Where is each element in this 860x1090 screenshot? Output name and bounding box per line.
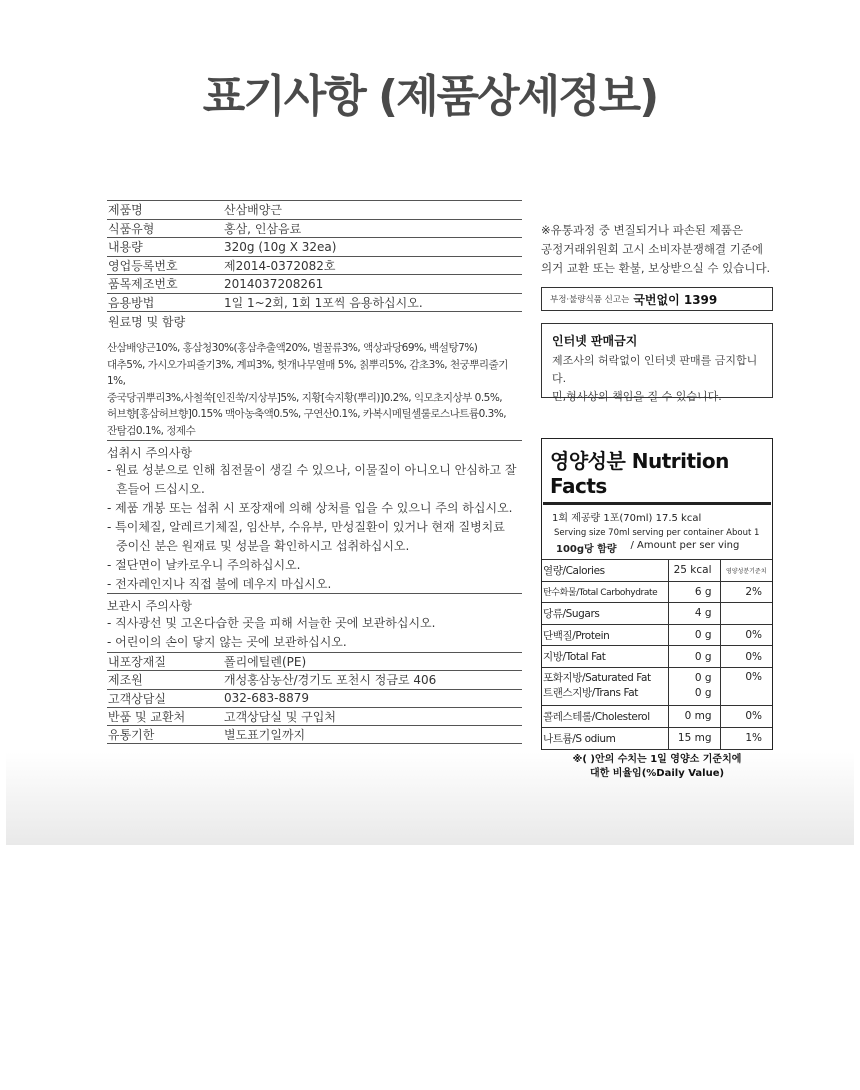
nutrient-name: 포화지방/Saturated Fat <box>543 672 651 685</box>
online-ban-line: 민,형사상의 책임을 질 수 있습니다. <box>552 390 722 403</box>
nutrient-name: 콜레스테롤/Cholesterol <box>542 705 668 727</box>
info-row-manufacturer <box>107 671 522 689</box>
nutrient-amount: 15 mg <box>668 727 720 749</box>
section-title: 보관시 주의사항 <box>107 599 192 613</box>
nutrient-daily-value: 0% <box>720 624 772 646</box>
nutrient-name: 나트륨/S odium <box>542 727 668 749</box>
info-value: 개성홍삼농산/경기도 포천시 정금로 406 <box>224 673 437 688</box>
nutrient-amount: 0 g <box>668 646 720 668</box>
ingredient-line: 허브향[홍삼허브향]0.15% 맥아농축액0.5%, 구연산0.1%, 카복시메틸셀룰로스나트륨0.3%, <box>107 408 507 421</box>
info-value: 320g (10g X 32ea) <box>224 239 337 254</box>
info-row-business-number <box>107 257 522 276</box>
report-number: 국번없이 1399 <box>633 292 718 307</box>
info-row-usage <box>107 294 522 313</box>
nutrient-name: 당류/Sugars <box>542 603 668 625</box>
info-value: 산삼배양근 <box>224 203 282 218</box>
nutrition-title: 영양성분 Nutrition Facts <box>550 449 729 498</box>
nutrient-amount: 0 g <box>668 624 720 646</box>
storage-line: - 어린이의 손이 닿지 않는 곳에 보관하십시오. <box>107 635 347 649</box>
nutrition-row <box>542 727 772 749</box>
product-info-table <box>107 200 522 331</box>
nutrient-daily-value <box>720 603 772 625</box>
nutrition-row-fats <box>542 667 772 705</box>
nutrient-name: 열량/Calories <box>542 560 668 582</box>
intake-caution-section <box>107 440 522 594</box>
info-value: 제2014-0372082호 <box>224 258 336 273</box>
info-label: 유통기한 <box>108 728 155 743</box>
info-value: 별도표기일까지 <box>224 728 306 743</box>
info-row-item-number <box>107 275 522 294</box>
nutrient-daily-value: 0% <box>720 705 772 727</box>
section-title: 섭취시 주의사항 <box>107 446 192 460</box>
nutrient-daily-value: 0% <box>720 667 772 705</box>
info-value: 032-683-8879 <box>224 691 310 706</box>
info-label: 제조원 <box>108 673 143 688</box>
online-sale-ban-box <box>541 323 773 403</box>
caution-line: 흔들어 드십시오. <box>116 482 205 496</box>
nutrition-facts-panel <box>541 438 773 780</box>
info-value: 고객상담실 및 구입처 <box>224 710 336 725</box>
caution-line: - 특이체질, 알레르기체질, 임산부, 수유부, 만성질환이 있거나 현재 질병치료 <box>107 520 505 534</box>
nutrient-name: 단백질/Protein <box>542 624 668 646</box>
info-row-product-name <box>107 201 522 220</box>
nutrition-row <box>542 646 772 668</box>
info-label: 음용방법 <box>108 295 155 310</box>
info-row-ingredients-heading <box>107 312 522 331</box>
exchange-notice <box>541 221 781 278</box>
info-label: 영업등록번호 <box>108 258 178 273</box>
nutrient-amount-stack <box>668 667 720 705</box>
info-label: 원료명 및 함량 <box>108 314 186 329</box>
report-hotline-box <box>541 287 773 311</box>
caution-line: - 전자레인지나 직접 불에 데우지 마십시오. <box>107 577 332 591</box>
amount-per-serving-label: / Amount per ser ving <box>630 540 740 551</box>
nutrient-amount: 6 g <box>668 581 720 603</box>
ingredients-list <box>107 340 522 440</box>
ingredient-line: 산삼배양근10%, 홍삼청30%(홍삼추출액20%, 벌꿀류3%, 액상과당69%, 백설탕7%) <box>107 342 478 354</box>
notice-line: ※유통과정 중 변질되거나 파손된 제품은 <box>541 223 743 237</box>
nutrient-amount: 25 kcal <box>668 560 720 582</box>
footnote-line: ※( )안의 수치는 1일 영양소 기준치에 <box>572 753 742 765</box>
nutrient-name-stack <box>542 667 668 705</box>
info-row-expiry <box>107 726 522 744</box>
serving-line: 1회 제공량 1포(70ml) 17.5 kcal <box>552 513 702 524</box>
serving-per-100g <box>542 538 772 559</box>
caution-line: - 절단면이 날카로우니 주의하십시오. <box>107 558 301 572</box>
nutrient-amount: 0 g <box>694 687 712 700</box>
info-label: 내용량 <box>108 240 143 255</box>
nutrient-amount: 0 g <box>694 672 712 685</box>
info-row-content <box>107 238 522 257</box>
nutrient-name: 트랜스지방/Trans Fat <box>543 687 638 700</box>
info-row-returns <box>107 708 522 726</box>
ingredient-line: 대추5%, 가시오가피줄기3%, 계피3%, 헛개나무열매 5%, 칡뿌리5%, 감초3%, 천궁뿌리줄기1%, <box>107 358 508 388</box>
info-value: 홍삼, 인삼음료 <box>224 221 302 236</box>
per-100g-label: 100g당 함량 <box>556 544 617 555</box>
ingredient-line: 중국당귀뿌리3%,사철쑥[인진쑥/지상부]5%, 지황[숙지황(뿌리)]0.2%, 익모초지상부 0.5%, <box>107 391 503 404</box>
nutrition-row <box>542 624 772 646</box>
info-label: 고객상담실 <box>108 691 166 706</box>
info-row-food-type <box>107 220 522 239</box>
caution-line: - 제품 개봉 또는 섭취 시 포장재에 의해 상처를 입을 수 있으니 주의 하십시오. <box>107 501 513 515</box>
ingredient-line: 잔탐검0.1%, 정제수 <box>107 424 196 437</box>
daily-value-header: 영양성분기준치 <box>720 560 772 582</box>
caution-line: 중이신 분은 원재료 및 성분을 확인하시고 섭취하십시오. <box>116 539 410 553</box>
nutrition-table <box>542 559 772 749</box>
storage-line: - 직사광선 및 고온다습한 곳을 피해 서늘한 곳에 보관하십시오. <box>107 616 436 630</box>
info-label: 품목제조번호 <box>108 277 178 292</box>
nutrient-amount: 4 g <box>668 603 720 625</box>
notice-line: 의거 교환 또는 환불, 보상받으실 수 있습니다. <box>541 261 771 275</box>
nutrient-amount: 0 mg <box>668 705 720 727</box>
info-row-customer-service <box>107 690 522 708</box>
nutrition-row <box>542 603 772 625</box>
serving-line: Serving size 70ml serving per container About 1 <box>554 528 760 538</box>
notice-line: 공정거래위원회 고시 소비자분쟁해결 기준에 <box>541 242 764 256</box>
page-title: 표기사항 (제품상세정보) <box>202 71 658 122</box>
company-info-table <box>107 652 522 744</box>
nutrition-row <box>542 560 772 582</box>
info-label: 제품명 <box>108 203 143 218</box>
nutrition-row <box>542 581 772 603</box>
online-ban-title: 인터넷 판매금지 <box>552 334 638 348</box>
nutrient-name: 지방/Total Fat <box>542 646 668 668</box>
info-value: 폴리에틸렌(PE) <box>224 655 307 670</box>
nutrition-row <box>542 705 772 727</box>
nutrient-daily-value: 1% <box>720 727 772 749</box>
info-label: 내포장재질 <box>108 655 166 670</box>
online-ban-line: 제조사의 허락없이 인터넷 판매를 금지합니다. <box>552 354 758 385</box>
nutrition-footnote <box>542 749 772 782</box>
nutrient-name: 탄수화물/Total Carbohydrate <box>542 581 668 603</box>
info-value: 1일 1~2회, 1회 1포씩 음용하십시오. <box>224 295 423 310</box>
nutrient-daily-value: 0% <box>720 646 772 668</box>
info-value: 2014037208261 <box>224 276 324 291</box>
footnote-line: 대한 비율임(%Daily Value) <box>589 768 725 780</box>
nutrient-daily-value: 2% <box>720 581 772 603</box>
report-label: 부정·불량식품 신고는 <box>550 295 630 305</box>
caution-line: - 원료 성분으로 인해 침전물이 생길 수 있으나, 이물질이 아니오니 안심하고 잘 <box>107 463 517 477</box>
info-row-packaging <box>107 653 522 671</box>
info-label: 반품 및 교환처 <box>108 710 186 725</box>
storage-caution-section <box>107 593 522 652</box>
info-label: 식품유형 <box>108 221 155 236</box>
